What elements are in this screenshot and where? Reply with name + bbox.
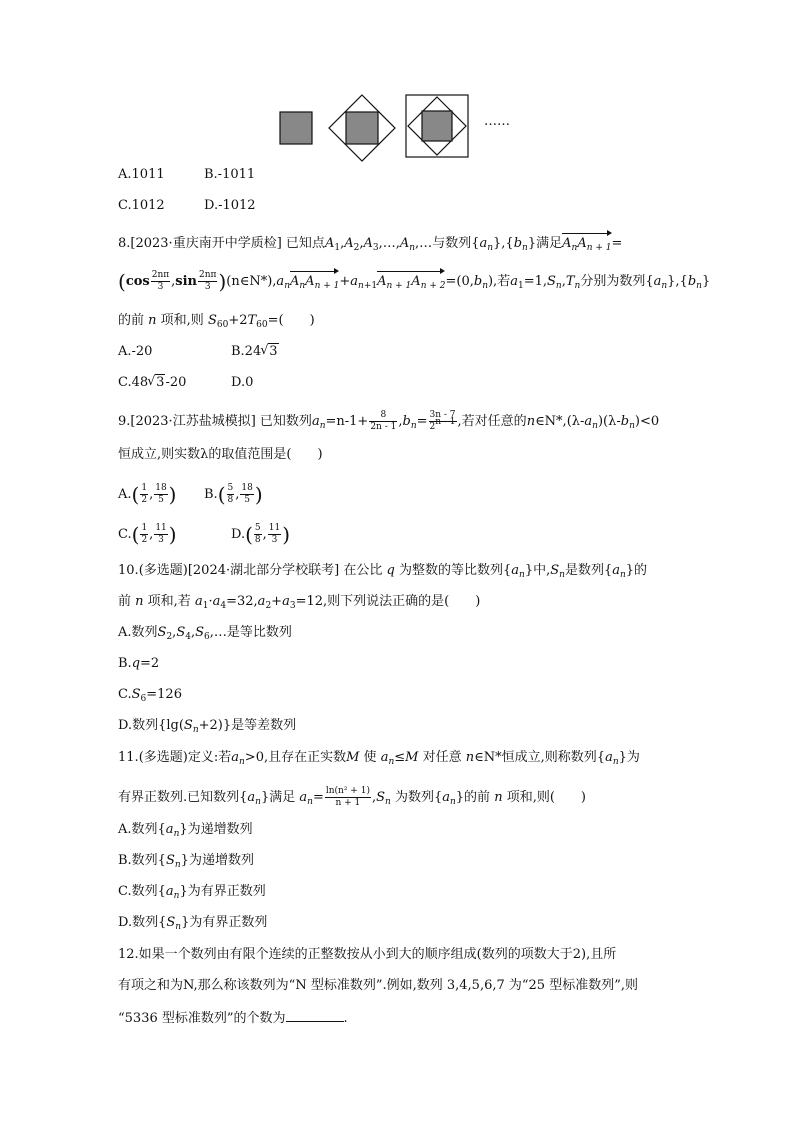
q12-line-1: 12.如果一个数列由有限个连续的正整数按从小到大的顺序组成(数列的项数大于2),且所 <box>118 947 617 962</box>
q10-option-a: A.数列$S_2,S_4,S_6,\dots$是等比数列 <box>118 625 292 642</box>
q10-line-2: 前 n 项和,若 $a_1\cdot a_4=32,a_2+a_3=12$,则下列说法正确的是( ) <box>118 594 481 611</box>
q8-option-b: B.24√ 3 <box>231 344 279 360</box>
q9-line-2: 恒成立,则实数λ的取值范围是( ) <box>118 447 323 462</box>
q11-line-2: 有界正数列.已知数列$\{a_n\}$满足 $a_n=$ $\frac{\text{ln(n² + 1)}}{n + 1}$ $,S_n$ 为数列$\{a_n\}$的前 n 项和,则( ) <box>118 786 586 808</box>
q7-option-b: B.-1011 <box>204 167 256 182</box>
figure-step-3 <box>405 94 469 158</box>
q11-line-1: 11.(多选题)定义:若$a_n>0$,且存在正实数M 使 $a_n\le M$ 对任意 n∈N*恒成立,则称数列$\{a_n\}$为 <box>118 750 640 767</box>
q8-option-a: A.-20 <box>118 344 153 359</box>
figure-step-1 <box>279 111 313 145</box>
q9-option-a: A.( $\frac{1}{2}$ , $\frac{18}{5}$ ) <box>118 482 177 507</box>
q8-option-d: D.0 <box>231 375 254 390</box>
q8-line-2: (cos $\frac{2n\pi}{3}$ ,sin $\frac{2n\pi}{3}$ )$(n\in N*),a_nA_nA_{n + 1}+a_{n+1}A_{n + 1}A_{n + 2}=(0,b_n)$,若$a_1=1,S_n,T_n$分别为数列$\{a_n\},\{b_n\}$ <box>118 269 711 294</box>
q10-line-1: 10.(多选题)[2024·湖北部分学校联考] 在公比 q 为整数的等比数列$\{a_n\}$中$,S_n$是数列$\{a_n\}$的 <box>118 563 648 580</box>
q9-option-d: D.( $\frac{5}{8}$ , $\frac{11}{3}$ ) <box>231 522 291 547</box>
q12-line-3: “5336 型标准数列”的个数为 . <box>118 1011 348 1026</box>
q8-option-c: C.48√ 3-20 <box>118 375 186 391</box>
q10-source: [2024·湖北部分学校联考] <box>187 563 340 578</box>
q9-option-b: B.( $\frac{5}{8}$ , $\frac{18}{5}$ ) <box>204 482 263 507</box>
q7-option-c: C.1012 <box>118 198 165 213</box>
pattern-figure <box>0 94 794 158</box>
q8-line-1: 8.[2023·重庆南开中学质检] 已知点$A_1,A_2,A_3,\dots,A_n,\dots$与数列$\{a_n\},\{b_n\}$满足$A_nA_{n + 1}=$ <box>118 236 623 253</box>
q8-line-3: 的前 n 项和,则 $S_{60}+2T_{60}=$( ) <box>118 313 315 330</box>
q10-option-c: $C.S_6=126$ <box>118 687 182 704</box>
answer-blank[interactable] <box>286 1009 344 1022</box>
figure-ellipsis: …… <box>484 114 510 129</box>
q10-option-d: D.数列$\{\lg(S_n+2)\}$是等差数列 <box>118 718 297 735</box>
q7-option-a: A.1011 <box>118 167 165 182</box>
q12-line-2: 有项之和为N,那么称该数列为“N 型标准数列”.例如,数列 3,4,5,6,7 为“25 型标准数列”,则 <box>118 978 638 993</box>
q7-option-d: D.-1012 <box>204 198 256 213</box>
q11-option-a: A.数列$\{a_n\}$为递增数列 <box>118 822 253 839</box>
q8-source: [2023·重庆南开中学质检] <box>130 236 282 251</box>
q9-option-c: C.( $\frac{1}{2}$ , $\frac{11}{3}$ ) <box>118 522 177 547</box>
q9-source: [2023·江苏盐城模拟] <box>130 414 256 429</box>
q11-option-d: D.数列$\{S_n\}$为有界正数列 <box>118 915 268 932</box>
figure-step-2 <box>328 94 396 162</box>
q11-option-b: B.数列$\{S_n\}$为递增数列 <box>118 853 254 870</box>
q11-option-c: C.数列$\{a_n\}$为有界正数列 <box>118 884 266 901</box>
q10-option-b: B.q=2 <box>118 656 160 671</box>
q9-line-1: 9.[2023·江苏盐城模拟] 已知数列$a_n=n-1+$ $\frac{8}{2n - 1}$ $,b_n=$ $\frac{3n - 7}{2^{n - 1}}$ ,若对任意的$n\in N*,(\lambda-a_n)(\lambda-b_n)<0$ <box>118 410 660 432</box>
